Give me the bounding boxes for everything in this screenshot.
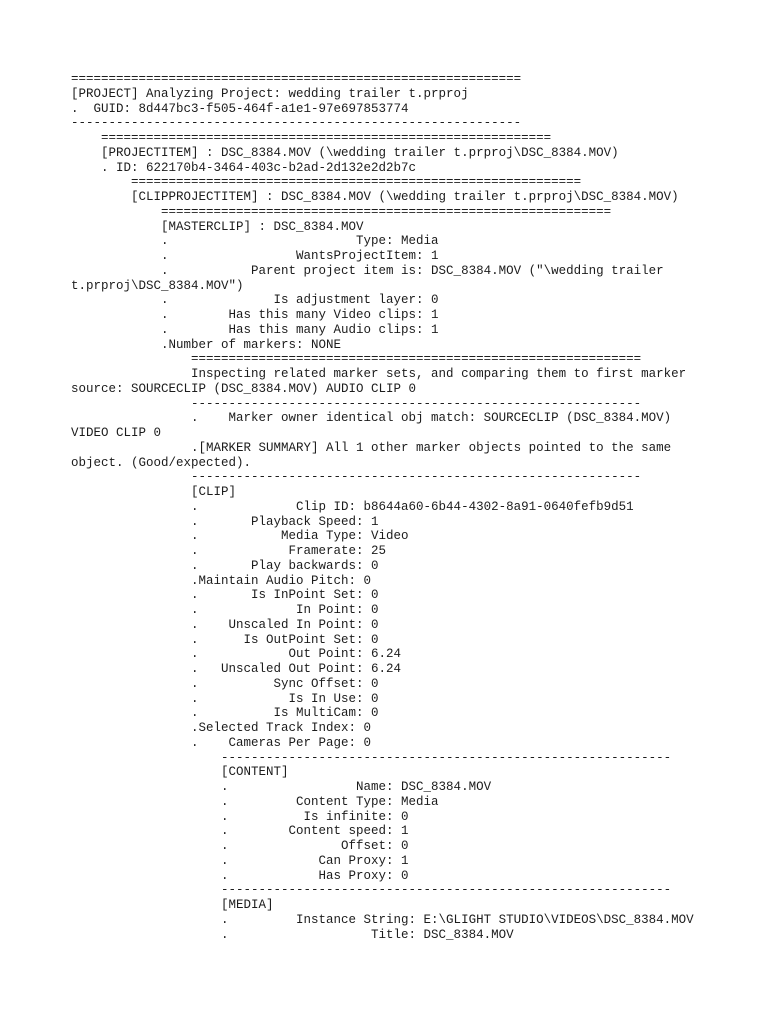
log-line: ============================================================ [71, 131, 552, 145]
log-line: . Instance String: E:\GLIGHT STUDIO\VIDEOS\DSC_8384.MOV [71, 912, 694, 927]
log-line: source: SOURCECLIP (DSC_8384.MOV) AUDIO CLIP 0 [71, 381, 417, 396]
log-line: [CLIP] [71, 485, 237, 499]
log-line: . Has this many Audio clips: 1 [71, 322, 439, 337]
log-line: [PROJECT] Analyzing Project: wedding trailer t.prproj [71, 86, 469, 101]
log-line: ------------------------------------------------------------ [71, 396, 642, 411]
log-line: . Playback Speed: 1 [71, 514, 379, 529]
log-line: .Number of markers: NONE [71, 337, 342, 352]
log-line: . Is InPoint Set: 0 [71, 588, 379, 603]
log-line: ------------------------------------------------------------ [71, 750, 672, 765]
log-line: . Has this many Video clips: 1 [71, 308, 439, 322]
log-line: . Clip ID: b8644a60-6b44-4302-8a91-0640fefb9d51 [71, 499, 634, 514]
log-line: . Is infinite: 0 [71, 809, 409, 824]
log-line: ============================================================ [71, 72, 522, 86]
log-line: ============================================================ [71, 175, 582, 190]
log-document [71, 72, 761, 942]
log-line: [CLIPPROJECTITEM] : DSC_8384.MOV (\wedding trailer t.prproj\DSC_8384.MOV) [71, 190, 679, 204]
log-line: . Parent project item is: DSC_8384.MOV ("\wedding trailer [71, 263, 664, 278]
log-line: . Can Proxy: 1 [71, 853, 409, 868]
log-line: .Maintain Audio Pitch: 0 [71, 573, 372, 588]
log-line: . Has Proxy: 0 [71, 868, 409, 883]
log-line: . Framerate: 25 [71, 544, 387, 558]
log-line: . Name: DSC_8384.MOV [71, 780, 492, 794]
log-line: [MEDIA] [71, 898, 274, 912]
log-line: . Unscaled Out Point: 6.24 [71, 662, 402, 676]
log-line: . Media Type: Video [71, 529, 409, 544]
log-line: . Unscaled In Point: 0 [71, 617, 379, 632]
log-line: .Selected Track Index: 0 [71, 721, 372, 735]
log-line: . Is OutPoint Set: 0 [71, 632, 379, 647]
log-line: . Cameras Per Page: 0 [71, 735, 372, 750]
log-line: [PROJECTITEM] : DSC_8384.MOV (\wedding trailer t.prproj\DSC_8384.MOV) [71, 145, 619, 160]
log-line: .[MARKER SUMMARY] All 1 other marker objects pointed to the same [71, 440, 672, 455]
log-line: . Sync Offset: 0 [71, 676, 379, 691]
log-line: . Content Type: Media [71, 794, 439, 809]
log-line: ------------------------------------------------------------ [71, 883, 672, 898]
log-line: . ID: 622170b4-3464-403c-b2ad-2d132e2d2b7c [71, 160, 417, 175]
log-line: . Offset: 0 [71, 839, 409, 853]
log-line: Inspecting related marker sets, and comparing them to first marker [71, 367, 687, 381]
log-line: object. (Good/expected). [71, 455, 252, 470]
log-line: ============================================================ [71, 352, 642, 367]
log-line: . Title: DSC_8384.MOV [71, 927, 514, 942]
log-line: . Type: Media [71, 234, 439, 249]
log-line: . WantsProjectItem: 1 [71, 249, 439, 263]
log-line: . Is adjustment layer: 0 [71, 293, 439, 308]
log-line: . Marker owner identical obj match: SOURCECLIP (DSC_8384.MOV) [71, 411, 672, 426]
log-line: [CONTENT] [71, 765, 289, 780]
log-line: . Play backwards: 0 [71, 558, 379, 573]
log-line: ------------------------------------------------------------ [71, 470, 642, 485]
log-line: VIDEO CLIP 0 [71, 426, 162, 440]
log-line: ============================================================ [71, 204, 612, 219]
log-line: t.prproj\DSC_8384.MOV") [71, 278, 244, 293]
log-line: . Content speed: 1 [71, 824, 409, 839]
log-line: ------------------------------------------------------------ [71, 116, 522, 131]
log-line: . GUID: 8d447bc3-f505-464f-a1e1-97e697853774 [71, 101, 409, 116]
log-line: . Is In Use: 0 [71, 691, 379, 706]
log-line: [MASTERCLIP] : DSC_8384.MOV [71, 219, 364, 234]
log-line: . Out Point: 6.24 [71, 647, 402, 662]
log-line: . In Point: 0 [71, 603, 379, 617]
log-line: . Is MultiCam: 0 [71, 706, 379, 721]
